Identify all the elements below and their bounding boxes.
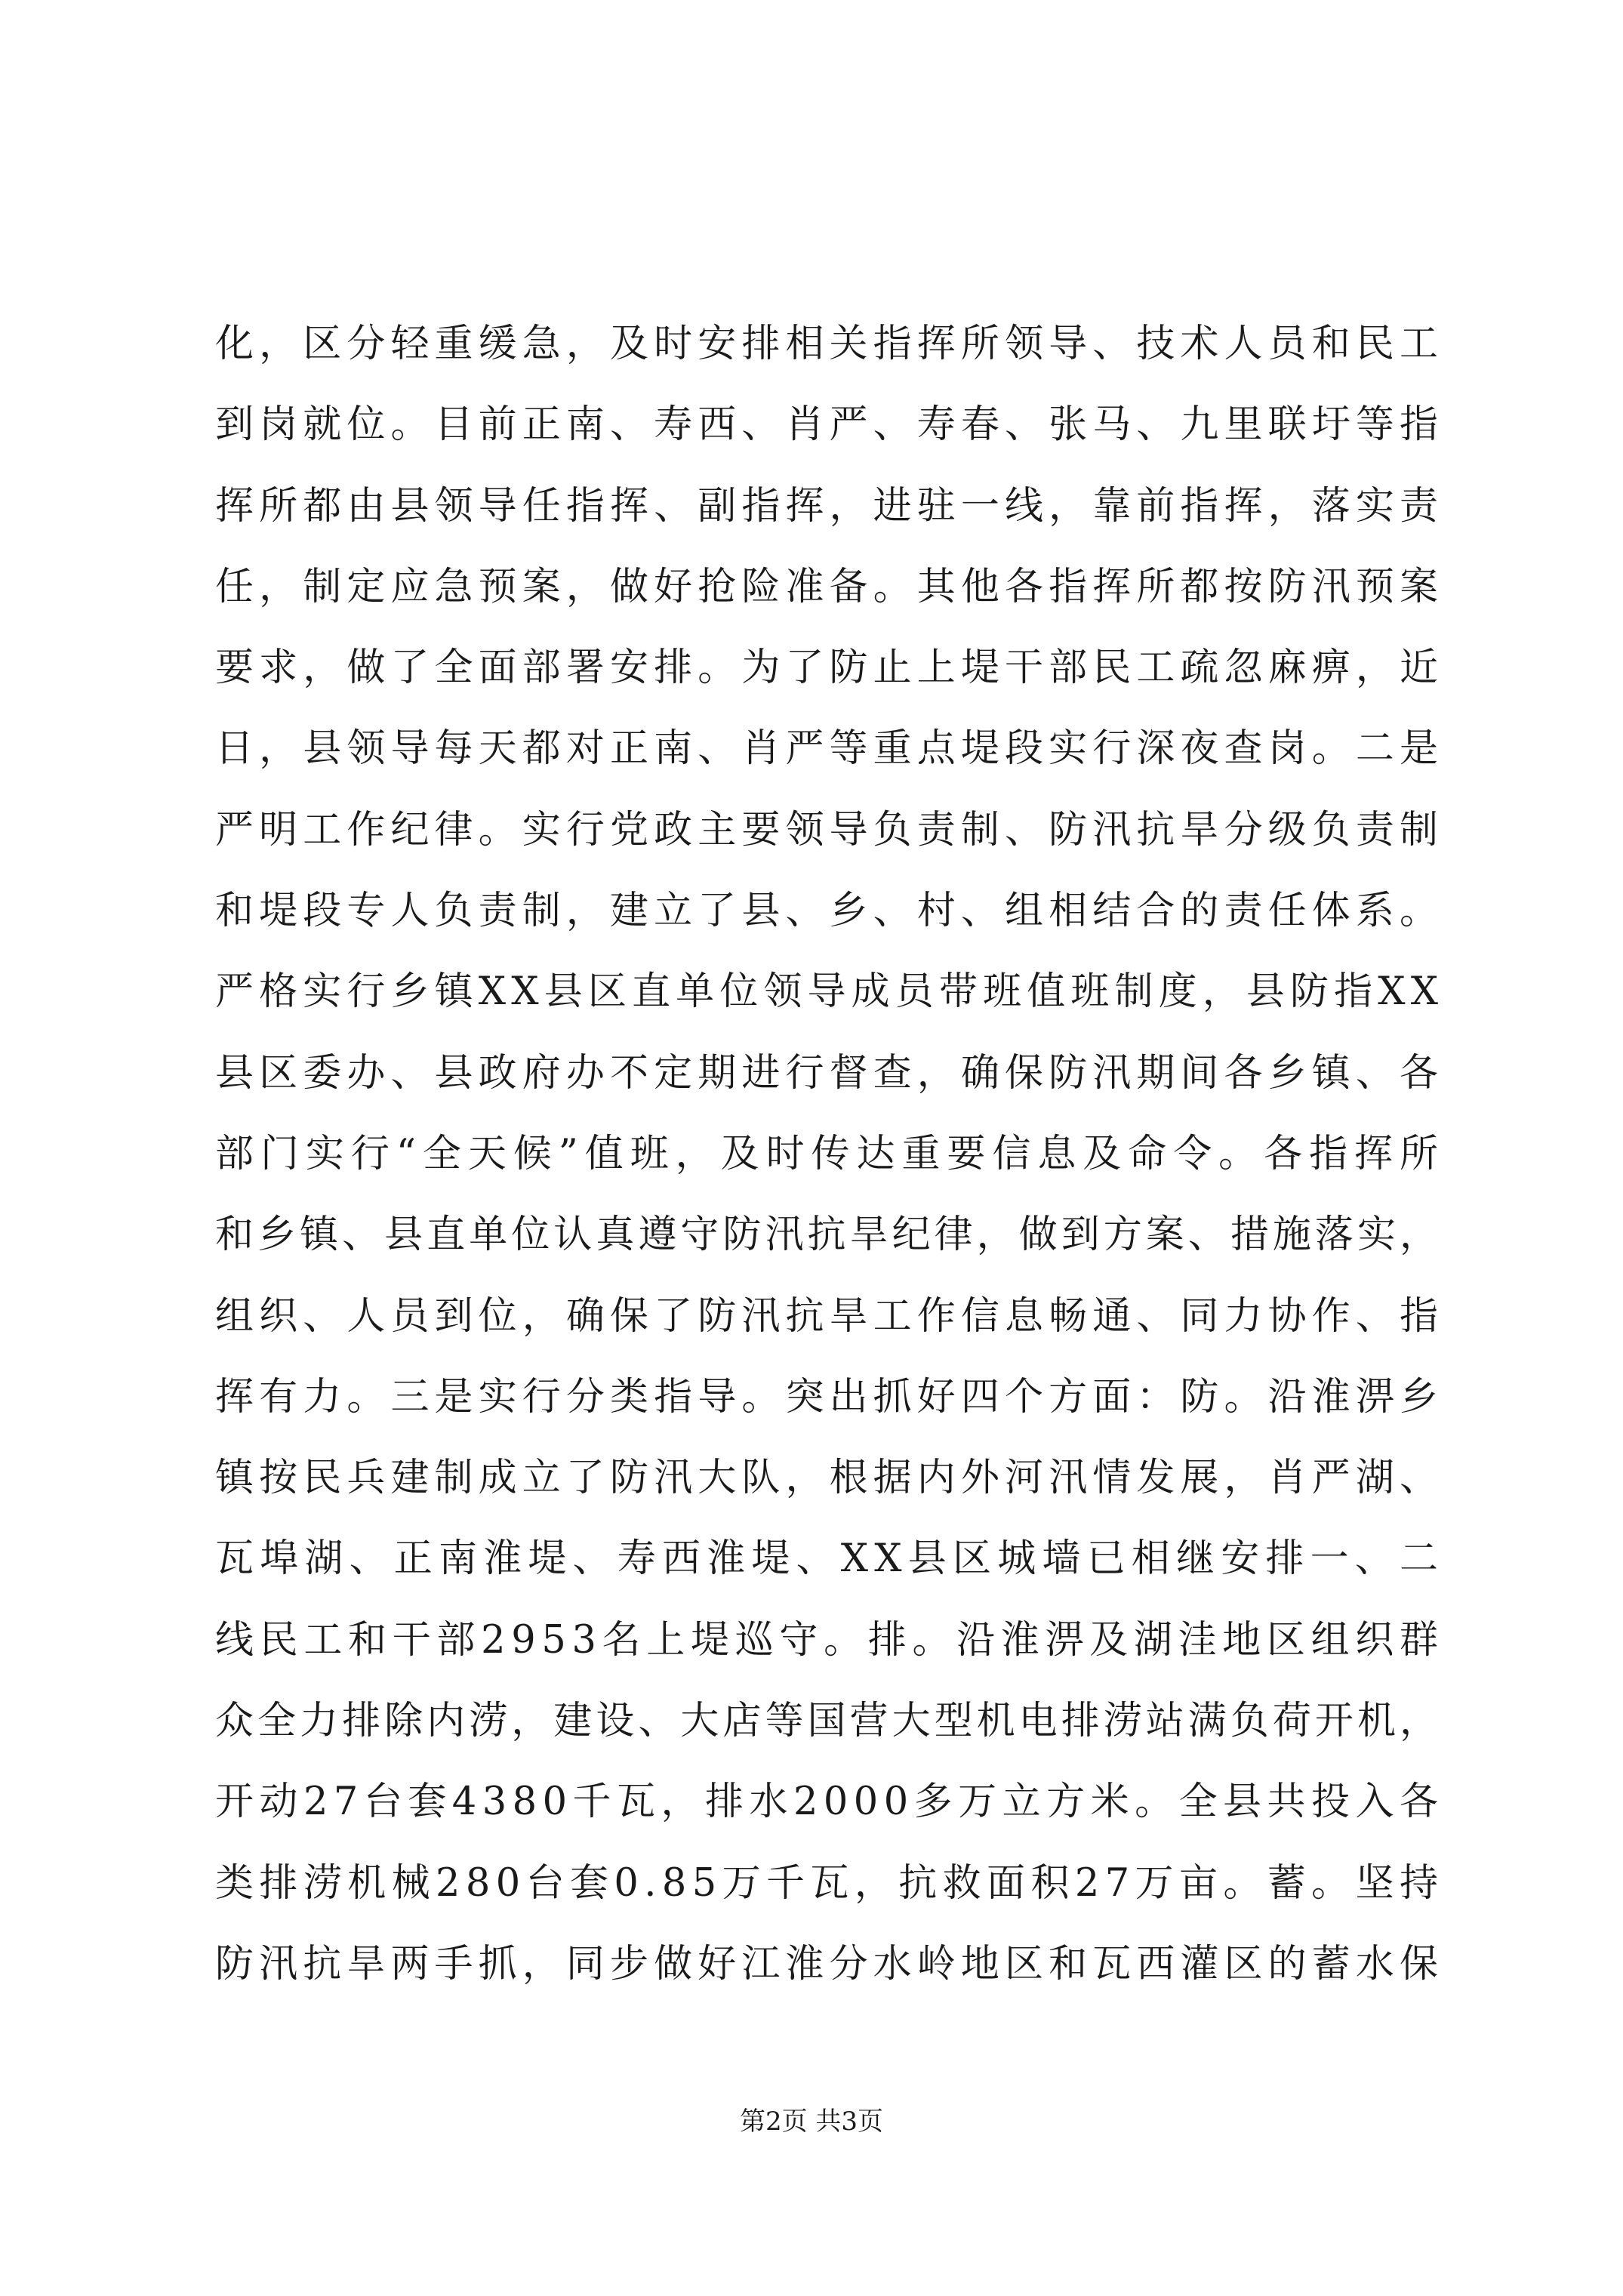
text-line: 化，区分轻重缓急，及时安排相关指挥所领导、技术人员和民工 xyxy=(215,322,1444,366)
text-line: 线民工和干部2953名上堤巡守。排。沿淮淠及湖洼地区组织群 xyxy=(215,1617,1444,1663)
body-text xyxy=(215,304,1445,2005)
page-footer: 第2页 共3页 xyxy=(739,2106,884,2137)
text-line: 要求，做了全面部署安排。为了防止上堤干部民工疏忽麻痹，近 xyxy=(215,646,1444,691)
text-line: 严明工作纪律。实行党政主要领导负责制、防汛抗旱分级负责制 xyxy=(215,807,1444,852)
text-line: 挥所都由县领导任指挥、副指挥，进驻一线，靠前指挥，落实责 xyxy=(215,483,1444,529)
text-line: 镇按民兵建制成立了防汛大队，根据内外河汛情发展，肖严湖、 xyxy=(215,1456,1444,1501)
text-line: 开动27台套4380千瓦，排水2000多万立方米。全县共投入各 xyxy=(215,1780,1444,1825)
text-line: 和堤段专人负责制，建立了县、乡、村、组相结合的责任体系。 xyxy=(215,889,1444,934)
text-line: 日，县领导每天都对正南、肖严等重点堤段实行深夜查岗。二是 xyxy=(215,726,1444,772)
text-line: 到岗就位。目前正南、寿西、肖严、寿春、张马、九里联圩等指 xyxy=(215,402,1444,448)
text-line: 瓦埠湖、正南淮堤、寿西淮堤、XX县区城墙已相继安排一、二 xyxy=(215,1536,1445,1582)
text-line: 类排涝机械280台套0.85万千瓦，抗救面积27万亩。蓄。坚持 xyxy=(215,1860,1444,1906)
text-line: 组织、人员到位，确保了防汛抗旱工作信息畅通、同力协作、指 xyxy=(215,1293,1444,1339)
text-line: 任，制定应急预案，做好抢险准备。其他各指挥所都按防汛预案 xyxy=(215,564,1444,609)
text-line: 和乡镇、县直单位认真遵守防汛抗旱纪律，做到方案、措施落实， xyxy=(215,1213,1443,1258)
text-line: 防汛抗旱两手抓，同步做好江淮分水岭地区和瓦西灌区的蓄水保 xyxy=(215,1941,1444,1986)
text-line: 县区委办、县政府办不定期进行督查，确保防汛期间各乡镇、各 xyxy=(215,1050,1444,1096)
text-line: 挥有力。三是实行分类指导。突出抓好四个方面：防。沿淮淠乡 xyxy=(215,1374,1444,1419)
text-line: 严格实行乡镇XX县区直单位领导成员带班值班制度，县防指XX xyxy=(215,969,1444,1015)
text-line: 众全力排除内涝，建设、大店等国营大型机电排涝站满负荷开机， xyxy=(215,1699,1443,1744)
text-line: 部门实行“全天候”值班，及时传达重要信息及命令。各指挥所 xyxy=(215,1131,1445,1176)
